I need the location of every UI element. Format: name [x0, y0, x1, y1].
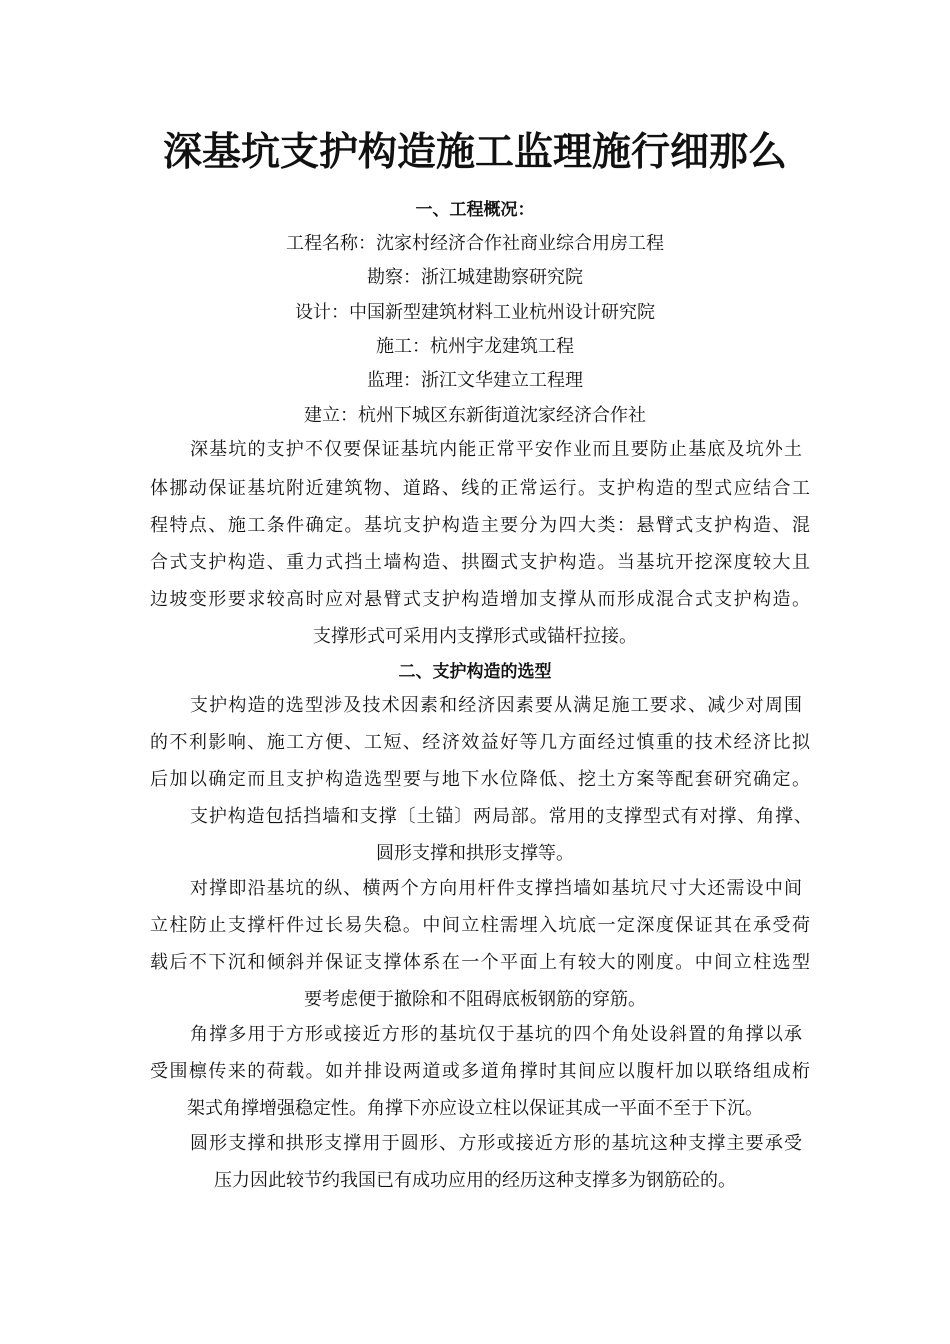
- section-heading-overview: 一、工程概况：: [415, 200, 535, 220]
- paragraph-text-line: 要考虑便于撤除和不阻碍底板钢筋的穿筋。: [304, 989, 646, 1010]
- paragraph-text-line: 角撑多用于方形或接近方形的基坑仅于基坑的四个角处设斜置的角撑以承: [190, 1024, 802, 1045]
- design-line: 设计：中国新型建筑材料工业杭州设计研究院: [295, 302, 655, 323]
- project-name-line: 工程名称：沈家村经济合作社商业综合用房工程: [286, 233, 664, 254]
- paragraph-text-line: 后加以确定而且支护构造选型要与地下水位降低、挖土方案等配套研究确定。: [150, 769, 810, 790]
- paragraph-text-line: 圆形支撑和拱形支撑等。: [376, 843, 574, 864]
- paragraph-text-line: 支护构造的选型涉及技术因素和经济因素要从满足施工要求、减少对周围: [190, 695, 802, 716]
- paragraph-text-line: 的不利影响、施工方便、工短、经济效益好等几方面经过慎重的技术经济比拟: [150, 732, 810, 753]
- paragraph-text-line: 支护构造包括挡墙和支撑〔土锚〕两局部。常用的支撑型式有对撑、角撑、: [190, 806, 812, 827]
- construction-line: 施工：杭州宇龙建筑工程: [376, 336, 574, 357]
- paragraph-text-line: 载后不下沉和倾斜并保证支撑体系在一个平面上有较大的刚度。中间立柱选型: [150, 952, 810, 973]
- paragraph-text-line: 合式支护构造、重力式挡土墙构造、拱圈式支护构造。当基坑开挖深度较大且: [150, 552, 810, 573]
- paragraph-text-line: 立柱防止支撑杆件过长易失稳。中间立柱需埋入坑底一定深度保证其在承受荷: [150, 915, 810, 936]
- paragraph-text-line: 体挪动保证基坑附近建筑物、道路、线的正常运行。支护构造的型式应结合工: [150, 478, 810, 499]
- survey-line: 勘察：浙江城建勘察研究院: [367, 267, 583, 288]
- paragraph-text-line: 受围檩传来的荷载。如并排设两道或多道角撑时其间应以腹杆加以联络组成桁: [150, 1061, 810, 1082]
- paragraph-text-line: 程特点、施工条件确定。基坑支护构造主要分为四大类：悬臂式支护构造、混: [150, 515, 810, 536]
- client-line: 建立：杭州下城区东新街道沈家经济合作社: [304, 405, 646, 426]
- document-title: 深基坑支护构造施工监理施行细那么: [162, 129, 787, 175]
- paragraph-text-line: 支撑形式可采用内支撑形式或锚杆拉接。: [313, 626, 637, 647]
- section-heading-support-selection: 二、支护构造的选型: [398, 662, 552, 682]
- supervision-line: 监理：浙江文华建立工程理: [367, 370, 583, 391]
- paragraph-text-line: 圆形支撑和拱形支撑用于圆形、方形或接近方形的基坑这种支撑主要承受: [190, 1133, 802, 1154]
- paragraph-text-line: 深基坑的支护不仅要保证基坑内能正常平安作业而且要防止基底及坑外土: [190, 439, 802, 460]
- paragraph-text-line: 边坡变形要求较高时应对悬臂式支护构造增加支撑从而形成混合式支护构造。: [150, 589, 810, 610]
- paragraph-text-line: 对撑即沿基坑的纵、横两个方向用杆件支撑挡墙如基坑尺寸大还需设中间: [190, 878, 802, 899]
- paragraph-text-line: 架式角撑增强稳定性。角撑下亦应设立柱以保证其成一平面不至于下沉。: [187, 1098, 763, 1119]
- paragraph-text-line: 压力因此较节约我国已有成功应用的经历这种支撑多为钢筋砼的。: [214, 1170, 736, 1191]
